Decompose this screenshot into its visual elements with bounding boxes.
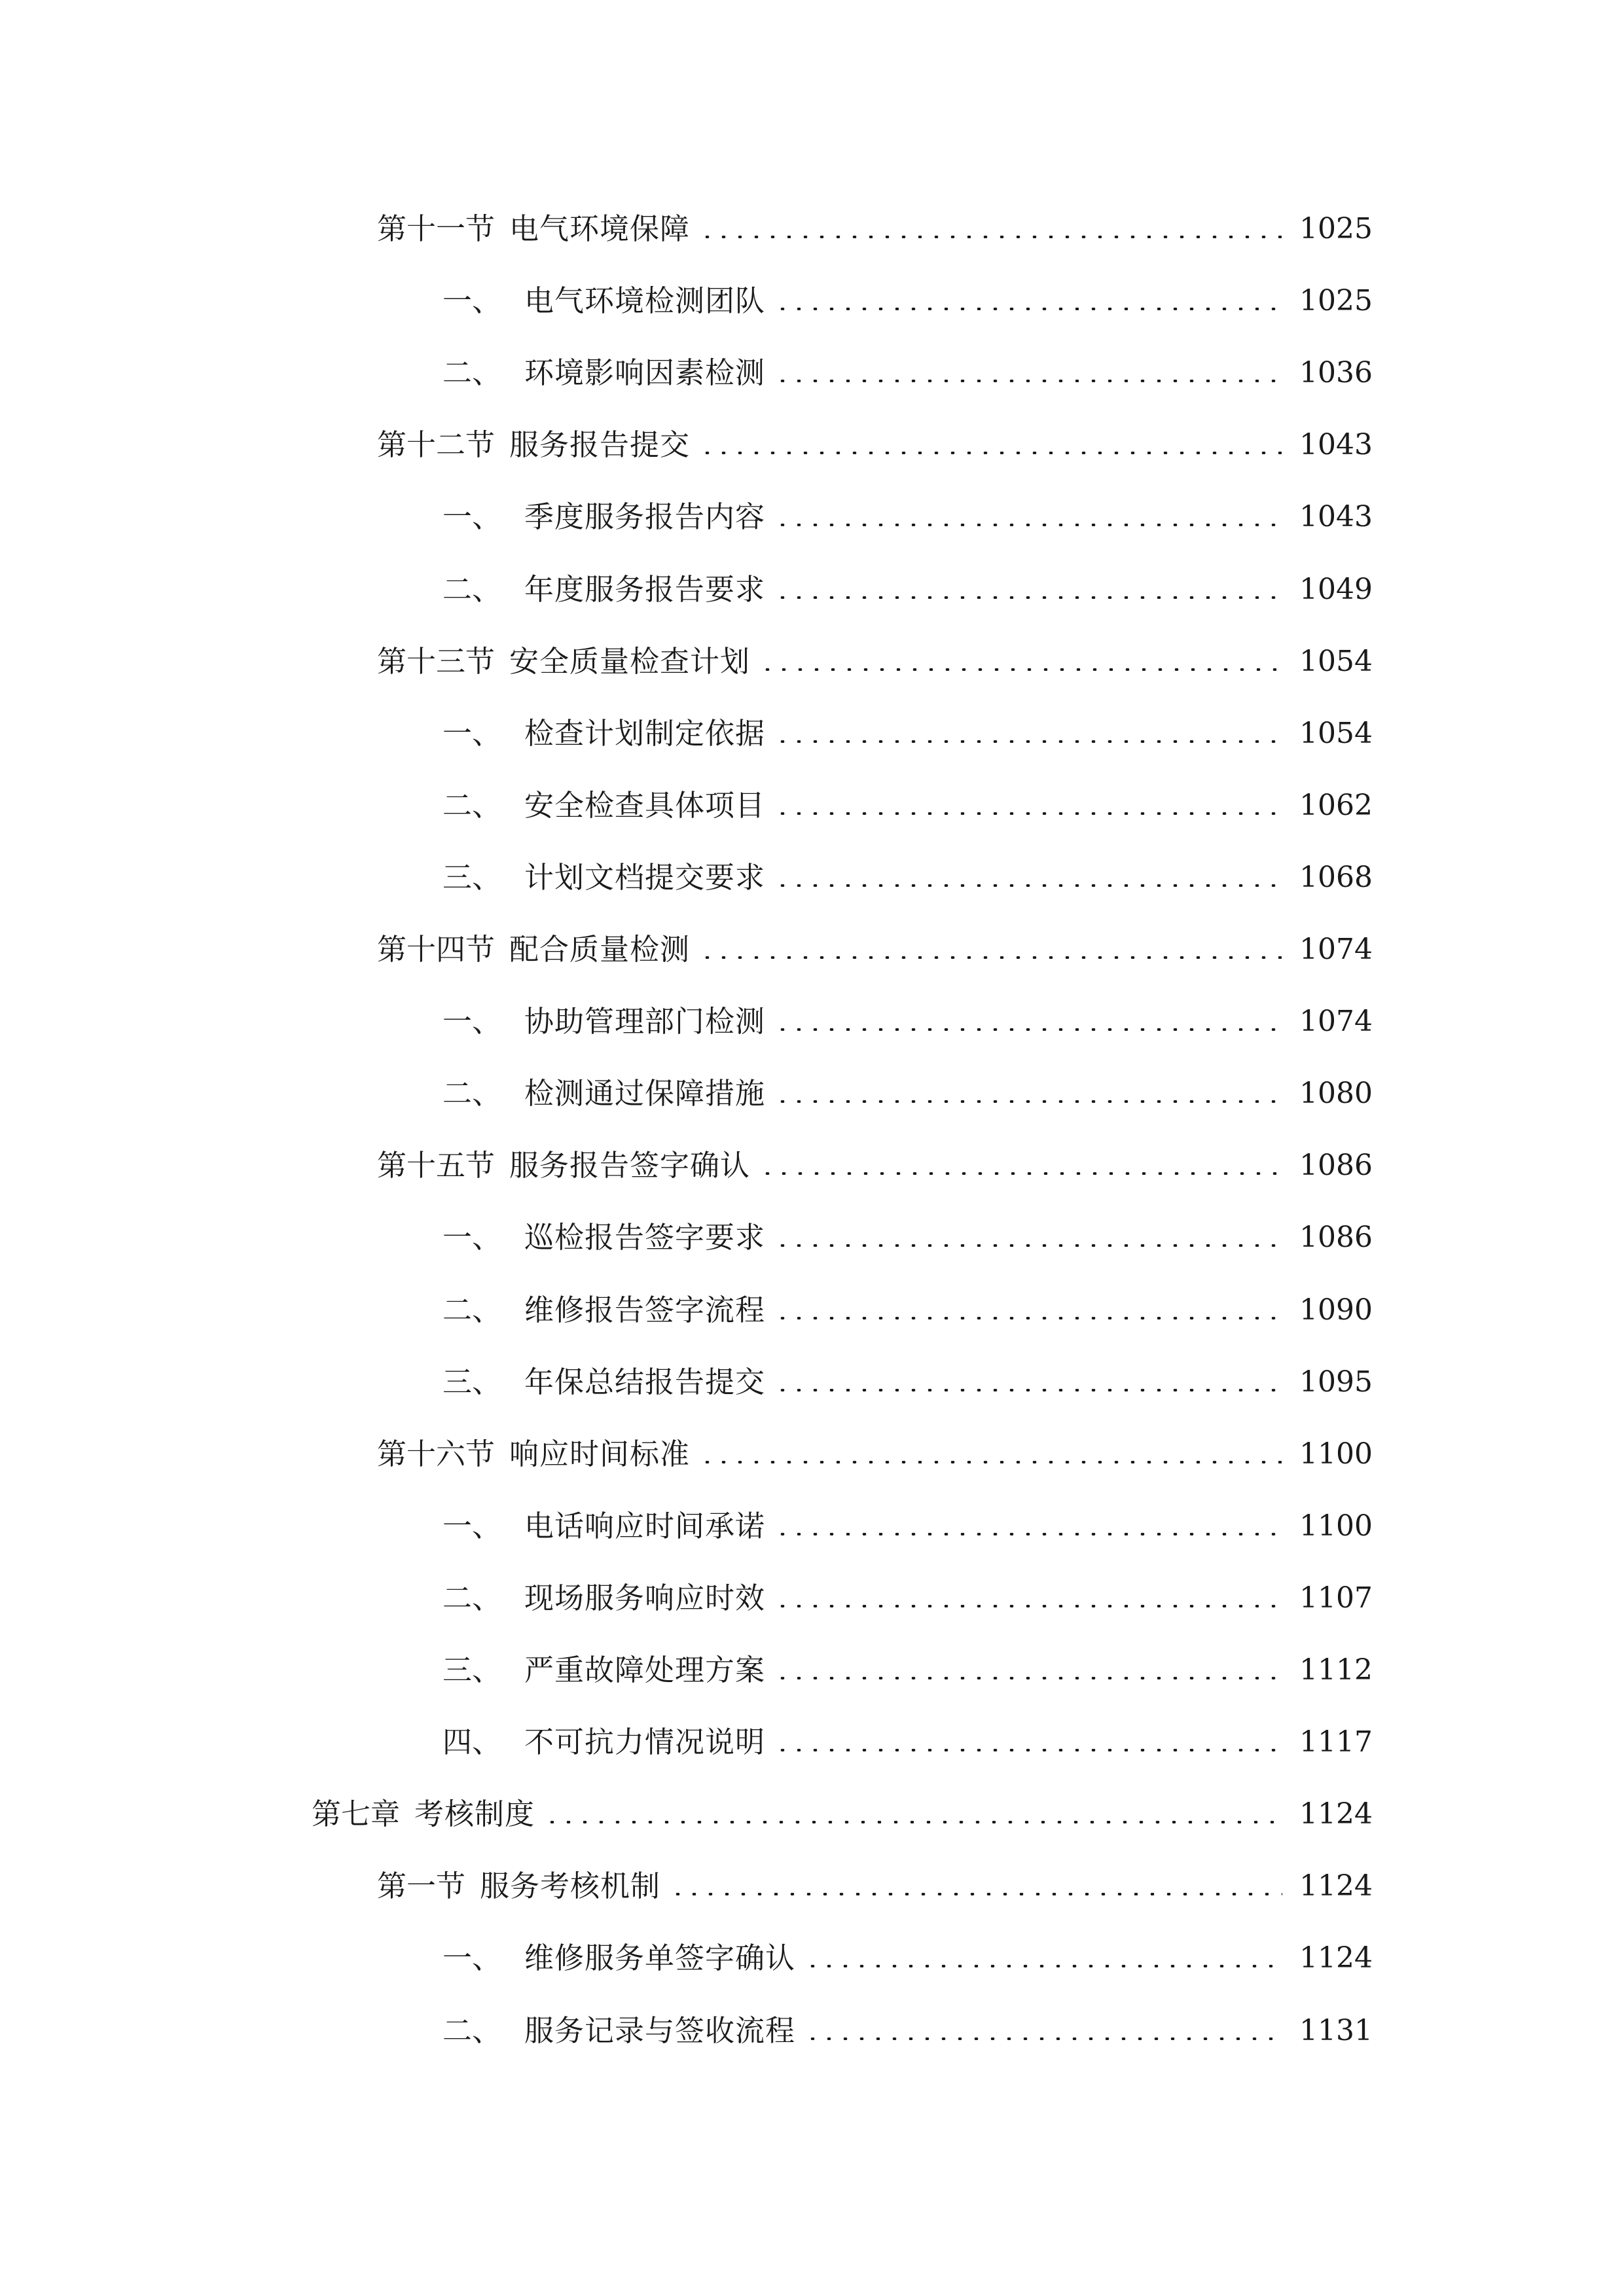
toc-entry-number: 一、 <box>442 1509 502 1543</box>
toc-entry-title: 响应时间标准 <box>509 1437 691 1471</box>
dot-leader <box>670 1893 1282 1895</box>
toc-entry-number: 一、 <box>442 1220 502 1255</box>
dot-leader <box>699 452 1282 454</box>
toc-entry[interactable] <box>442 780 1373 832</box>
toc-entry[interactable] <box>377 636 1373 688</box>
toc-entry-number: 二、 <box>442 1076 502 1111</box>
dot-leader <box>759 1172 1282 1175</box>
toc-entry[interactable] <box>377 419 1373 471</box>
toc-entry-number: 二、 <box>442 355 502 390</box>
toc-entry-title: 服务报告提交 <box>509 427 691 462</box>
toc-entry-number: 第一节 <box>377 1869 466 1903</box>
toc-entry-title: 维修报告签字流程 <box>524 1293 766 1327</box>
toc-entry[interactable] <box>442 1932 1373 1984</box>
toc-entry-title: 服务记录与签收流程 <box>524 2013 796 2048</box>
toc-entry[interactable] <box>442 1572 1373 1624</box>
toc-entry-page-number: 1025 <box>1299 212 1373 245</box>
toc-entry-page-number: 1095 <box>1299 1365 1373 1399</box>
toc-entry-page-number: 1054 <box>1299 717 1373 750</box>
toc-entry-page-number: 1124 <box>1299 1869 1373 1903</box>
toc-entry-number: 三、 <box>442 1365 502 1399</box>
toc-entry-title: 配合质量检测 <box>509 932 691 967</box>
dot-leader <box>804 2037 1282 2040</box>
toc-entry-number: 四、 <box>442 1725 502 1759</box>
toc-entry-title: 安全质量检查计划 <box>509 644 751 679</box>
toc-entry-title: 服务报告签字确认 <box>509 1148 751 1183</box>
dot-leader <box>544 1821 1282 1823</box>
toc-entry[interactable] <box>312 1788 1373 1840</box>
toc-entry-number: 一、 <box>442 1004 502 1039</box>
dot-leader <box>774 1749 1282 1751</box>
toc-entry-number: 第七章 <box>312 1797 401 1831</box>
dot-leader <box>774 1317 1282 1319</box>
toc-entry[interactable] <box>442 1644 1373 1696</box>
dot-leader <box>774 1605 1282 1607</box>
toc-entry[interactable] <box>377 924 1373 976</box>
toc-entry-page-number: 1107 <box>1299 1581 1373 1615</box>
toc-entry-number: 第十六节 <box>377 1437 496 1471</box>
toc-entry-title: 电气环境保障 <box>509 211 691 246</box>
toc-entry-page-number: 1043 <box>1299 428 1373 461</box>
dot-leader <box>804 1965 1282 1967</box>
dot-leader <box>759 668 1282 671</box>
dot-leader <box>774 308 1282 310</box>
dot-leader <box>699 1461 1282 1463</box>
toc-entry-page-number: 1080 <box>1299 1077 1373 1110</box>
toc-entry-title: 巡检报告签字要求 <box>524 1220 766 1255</box>
toc-entry-number: 第十四节 <box>377 932 496 967</box>
toc-entry-number: 二、 <box>442 2013 502 2048</box>
toc-entry-title: 服务考核机制 <box>480 1869 661 1903</box>
toc-entry-title: 年保总结报告提交 <box>524 1365 766 1399</box>
toc-entry-number: 三、 <box>442 860 502 895</box>
toc-entry-page-number: 1124 <box>1299 1797 1373 1831</box>
toc-entry-number: 二、 <box>442 572 502 607</box>
toc-entry[interactable] <box>442 1067 1373 1120</box>
toc-entry-title: 计划文档提交要求 <box>524 860 766 895</box>
toc-entry-page-number: 1100 <box>1299 1509 1373 1543</box>
toc-entry-page-number: 1074 <box>1299 933 1373 966</box>
toc-entry-title: 年度服务报告要求 <box>524 572 766 607</box>
toc-entry-page-number: 1124 <box>1299 1941 1373 1975</box>
toc-entry-number: 第十一节 <box>377 211 496 246</box>
toc-entry-page-number: 1062 <box>1299 789 1373 822</box>
toc-entry-number: 二、 <box>442 1293 502 1327</box>
toc-entry-page-number: 1086 <box>1299 1221 1373 1254</box>
toc-entry[interactable] <box>442 1356 1373 1408</box>
toc-entry-title: 考核制度 <box>414 1797 535 1831</box>
dot-leader <box>774 524 1282 526</box>
toc-entry-title: 现场服务响应时效 <box>524 1581 766 1615</box>
dot-leader <box>774 1244 1282 1247</box>
toc-entry-title: 协助管理部门检测 <box>524 1004 766 1039</box>
toc-entry-page-number: 1025 <box>1299 284 1373 317</box>
toc-entry[interactable] <box>442 708 1373 760</box>
toc-entry[interactable] <box>442 275 1373 327</box>
toc-entry-number: 三、 <box>442 1653 502 1687</box>
toc-entry-number: 一、 <box>442 1941 502 1975</box>
toc-entry-page-number: 1036 <box>1299 356 1373 389</box>
toc-entry[interactable] <box>442 564 1373 616</box>
dot-leader <box>774 1677 1282 1679</box>
toc-entry-title: 电气环境检测团队 <box>524 283 766 318</box>
toc-entry-title: 季度服务报告内容 <box>524 499 766 534</box>
toc-entry-page-number: 1090 <box>1299 1293 1373 1327</box>
toc-entry-page-number: 1074 <box>1299 1005 1373 1038</box>
toc-entry[interactable] <box>442 1211 1373 1264</box>
toc-entry[interactable] <box>377 1860 1373 1912</box>
toc-entry-page-number: 1086 <box>1299 1149 1373 1182</box>
dot-leader <box>774 1028 1282 1031</box>
toc-entry[interactable] <box>442 1500 1373 1552</box>
toc-entry[interactable] <box>442 347 1373 399</box>
toc-entry-title: 安全检查具体项目 <box>524 788 766 823</box>
toc-entry-number: 一、 <box>442 283 502 318</box>
toc-entry-number: 第十三节 <box>377 644 496 679</box>
toc-entry-title: 环境影响因素检测 <box>524 355 766 390</box>
toc-entry-page-number: 1043 <box>1299 500 1373 533</box>
toc-entry[interactable] <box>442 491 1373 543</box>
toc-entry[interactable] <box>442 1716 1373 1768</box>
toc-entry-title: 检测通过保障措施 <box>524 1076 766 1111</box>
toc-entry-title: 不可抗力情况说明 <box>524 1725 766 1759</box>
dot-leader <box>699 956 1282 959</box>
toc-entry-page-number: 1068 <box>1299 861 1373 894</box>
dot-leader <box>774 596 1282 599</box>
toc-entry[interactable] <box>377 203 1373 255</box>
toc-entry-title: 检查计划制定依据 <box>524 716 766 751</box>
toc-entry[interactable] <box>377 1139 1373 1192</box>
toc-entry-title: 维修服务单签字确认 <box>524 1941 796 1975</box>
toc-entry-page-number: 1131 <box>1299 2014 1373 2047</box>
toc-entry[interactable] <box>442 852 1373 904</box>
dot-leader <box>774 1100 1282 1103</box>
toc-entry-number: 第十五节 <box>377 1148 496 1183</box>
toc-entry[interactable] <box>442 1284 1373 1336</box>
toc-entry-page-number: 1054 <box>1299 645 1373 678</box>
toc-entry[interactable] <box>442 2005 1373 2057</box>
toc-entry-title: 电话响应时间承诺 <box>524 1509 766 1543</box>
toc-entry-number: 第十二节 <box>377 427 496 462</box>
dot-leader <box>774 380 1282 382</box>
toc-entry-page-number: 1112 <box>1299 1653 1373 1687</box>
toc-entry[interactable] <box>377 1428 1373 1480</box>
toc-entry[interactable] <box>442 996 1373 1048</box>
toc-entry-number: 一、 <box>442 499 502 534</box>
dot-leader <box>774 740 1282 743</box>
dot-leader <box>699 236 1282 238</box>
dot-leader <box>774 812 1282 815</box>
dot-leader <box>774 1533 1282 1535</box>
toc-entry-number: 二、 <box>442 1581 502 1615</box>
toc-entry-page-number: 1049 <box>1299 573 1373 606</box>
toc-entry-page-number: 1117 <box>1299 1725 1373 1759</box>
dot-leader <box>774 1389 1282 1391</box>
toc-entry-page-number: 1100 <box>1299 1437 1373 1471</box>
toc-entry-title: 严重故障处理方案 <box>524 1653 766 1687</box>
dot-leader <box>774 884 1282 887</box>
toc-entry-number: 二、 <box>442 788 502 823</box>
toc-entry-number: 一、 <box>442 716 502 751</box>
